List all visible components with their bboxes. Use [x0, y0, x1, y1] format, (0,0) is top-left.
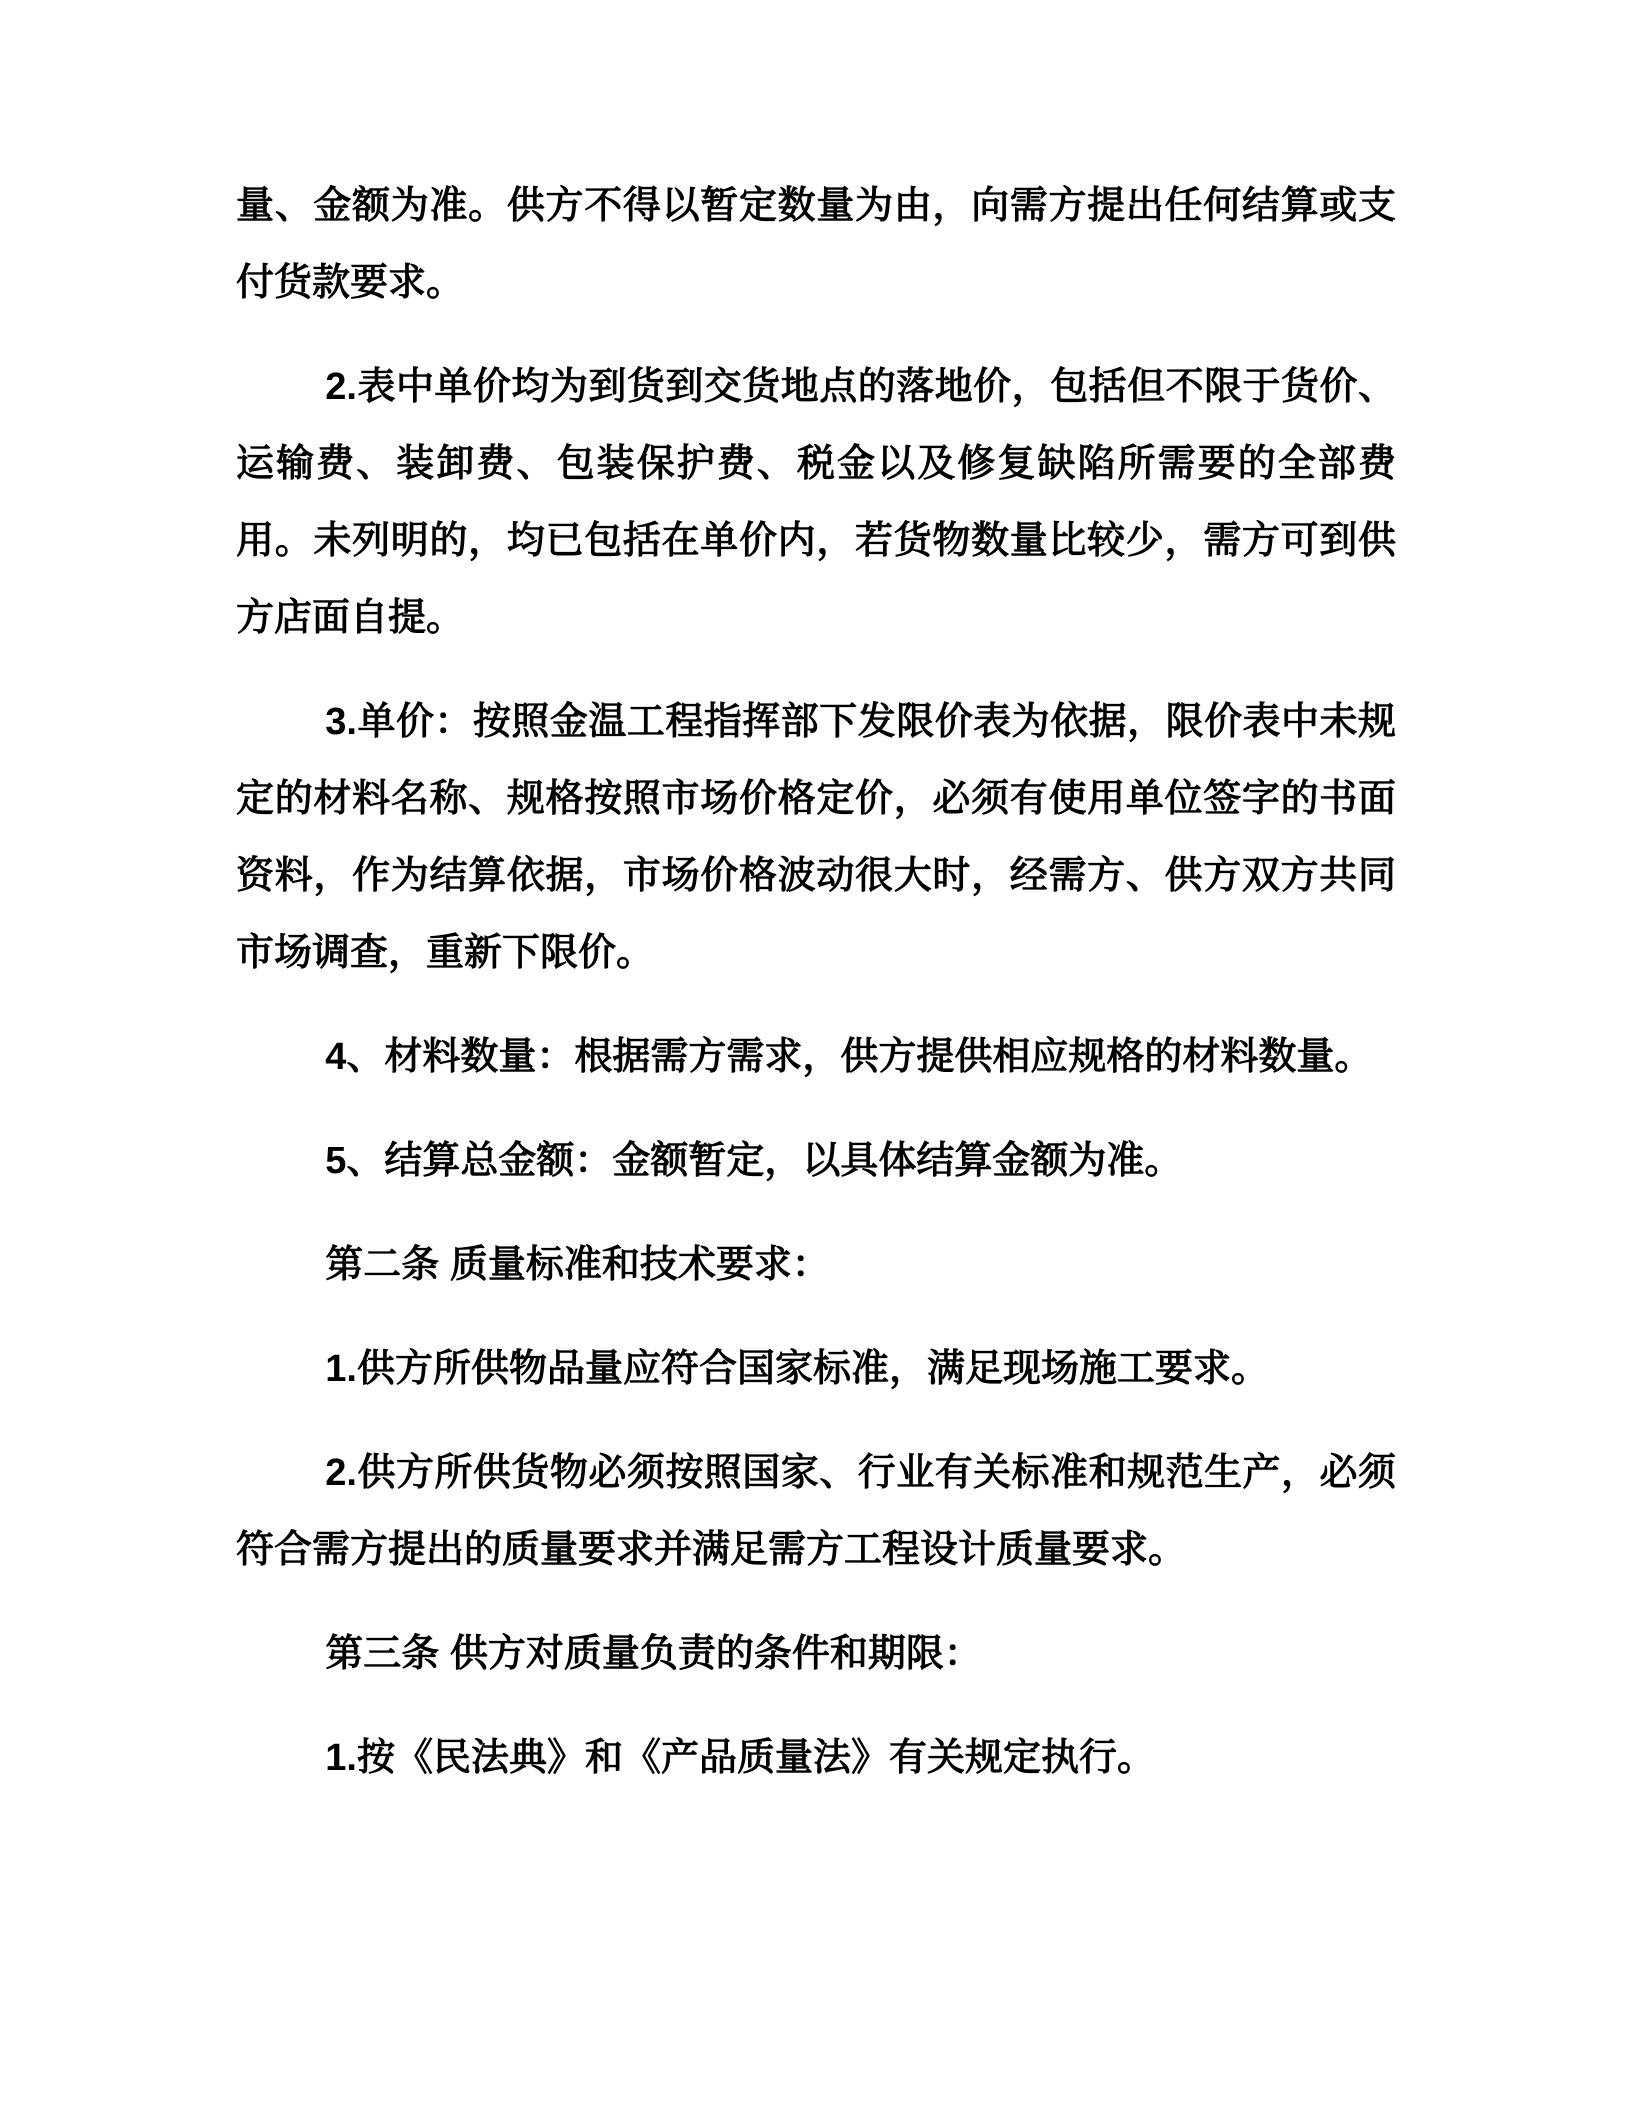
paragraph-continuation: 量、金额为准。供方不得以暂定数量为由，向需方提出任何结算或支付货款要求。 [236, 185, 1396, 304]
heading-article-2-quality-standards: 第二条 质量标准和技术要求： [325, 1244, 830, 1286]
heading-article-3-quality-responsibility: 第三条 供方对质量负责的条件和期限： [325, 1633, 982, 1675]
paragraph-article3-item-1: 1.按《民法典》和《产品质量法》有关规定执行。 [325, 1737, 1155, 1779]
paragraph-item-3-unit-price-basis: 3.单价：按照金温工程指挥部下发限价表为依据，限价表中未规定的材料名称、规格按照市场价格定价，必须有使用单位签字的书面资料，作为结算依据，市场价格波动很大时，经需方、供方双方共同市场调查，重新下限价。 [236, 701, 1396, 974]
paragraph-article2-item-1: 1.供方所供物品量应符合国家标准，满足现场施工要求。 [325, 1348, 1269, 1390]
paragraph-item-4-material-quantity: 4、材料数量：根据需方需求，供方提供相应规格的材料数量。 [325, 1036, 1373, 1078]
paragraph-article2-item-2: 2.供方所供货物必须按照国家、行业有关标准和规范生产，必须符合需方提出的质量要求并满足需方工程设计质量要求。 [236, 1452, 1396, 1571]
paragraph-item-2-unit-price-scope: 2.表中单价均为到货到交货地点的落地价，包括但不限于货价、运输费、装卸费、包装保护费、税金以及修复缺陷所需要的全部费用。未列明的，均已包括在单价内，若货物数量比较少，需方可到供方店面自提。 [236, 366, 1396, 639]
paragraph-item-5-settlement-total: 5、结算总金额：金额暂定，以具体结算金额为准。 [325, 1140, 1183, 1182]
